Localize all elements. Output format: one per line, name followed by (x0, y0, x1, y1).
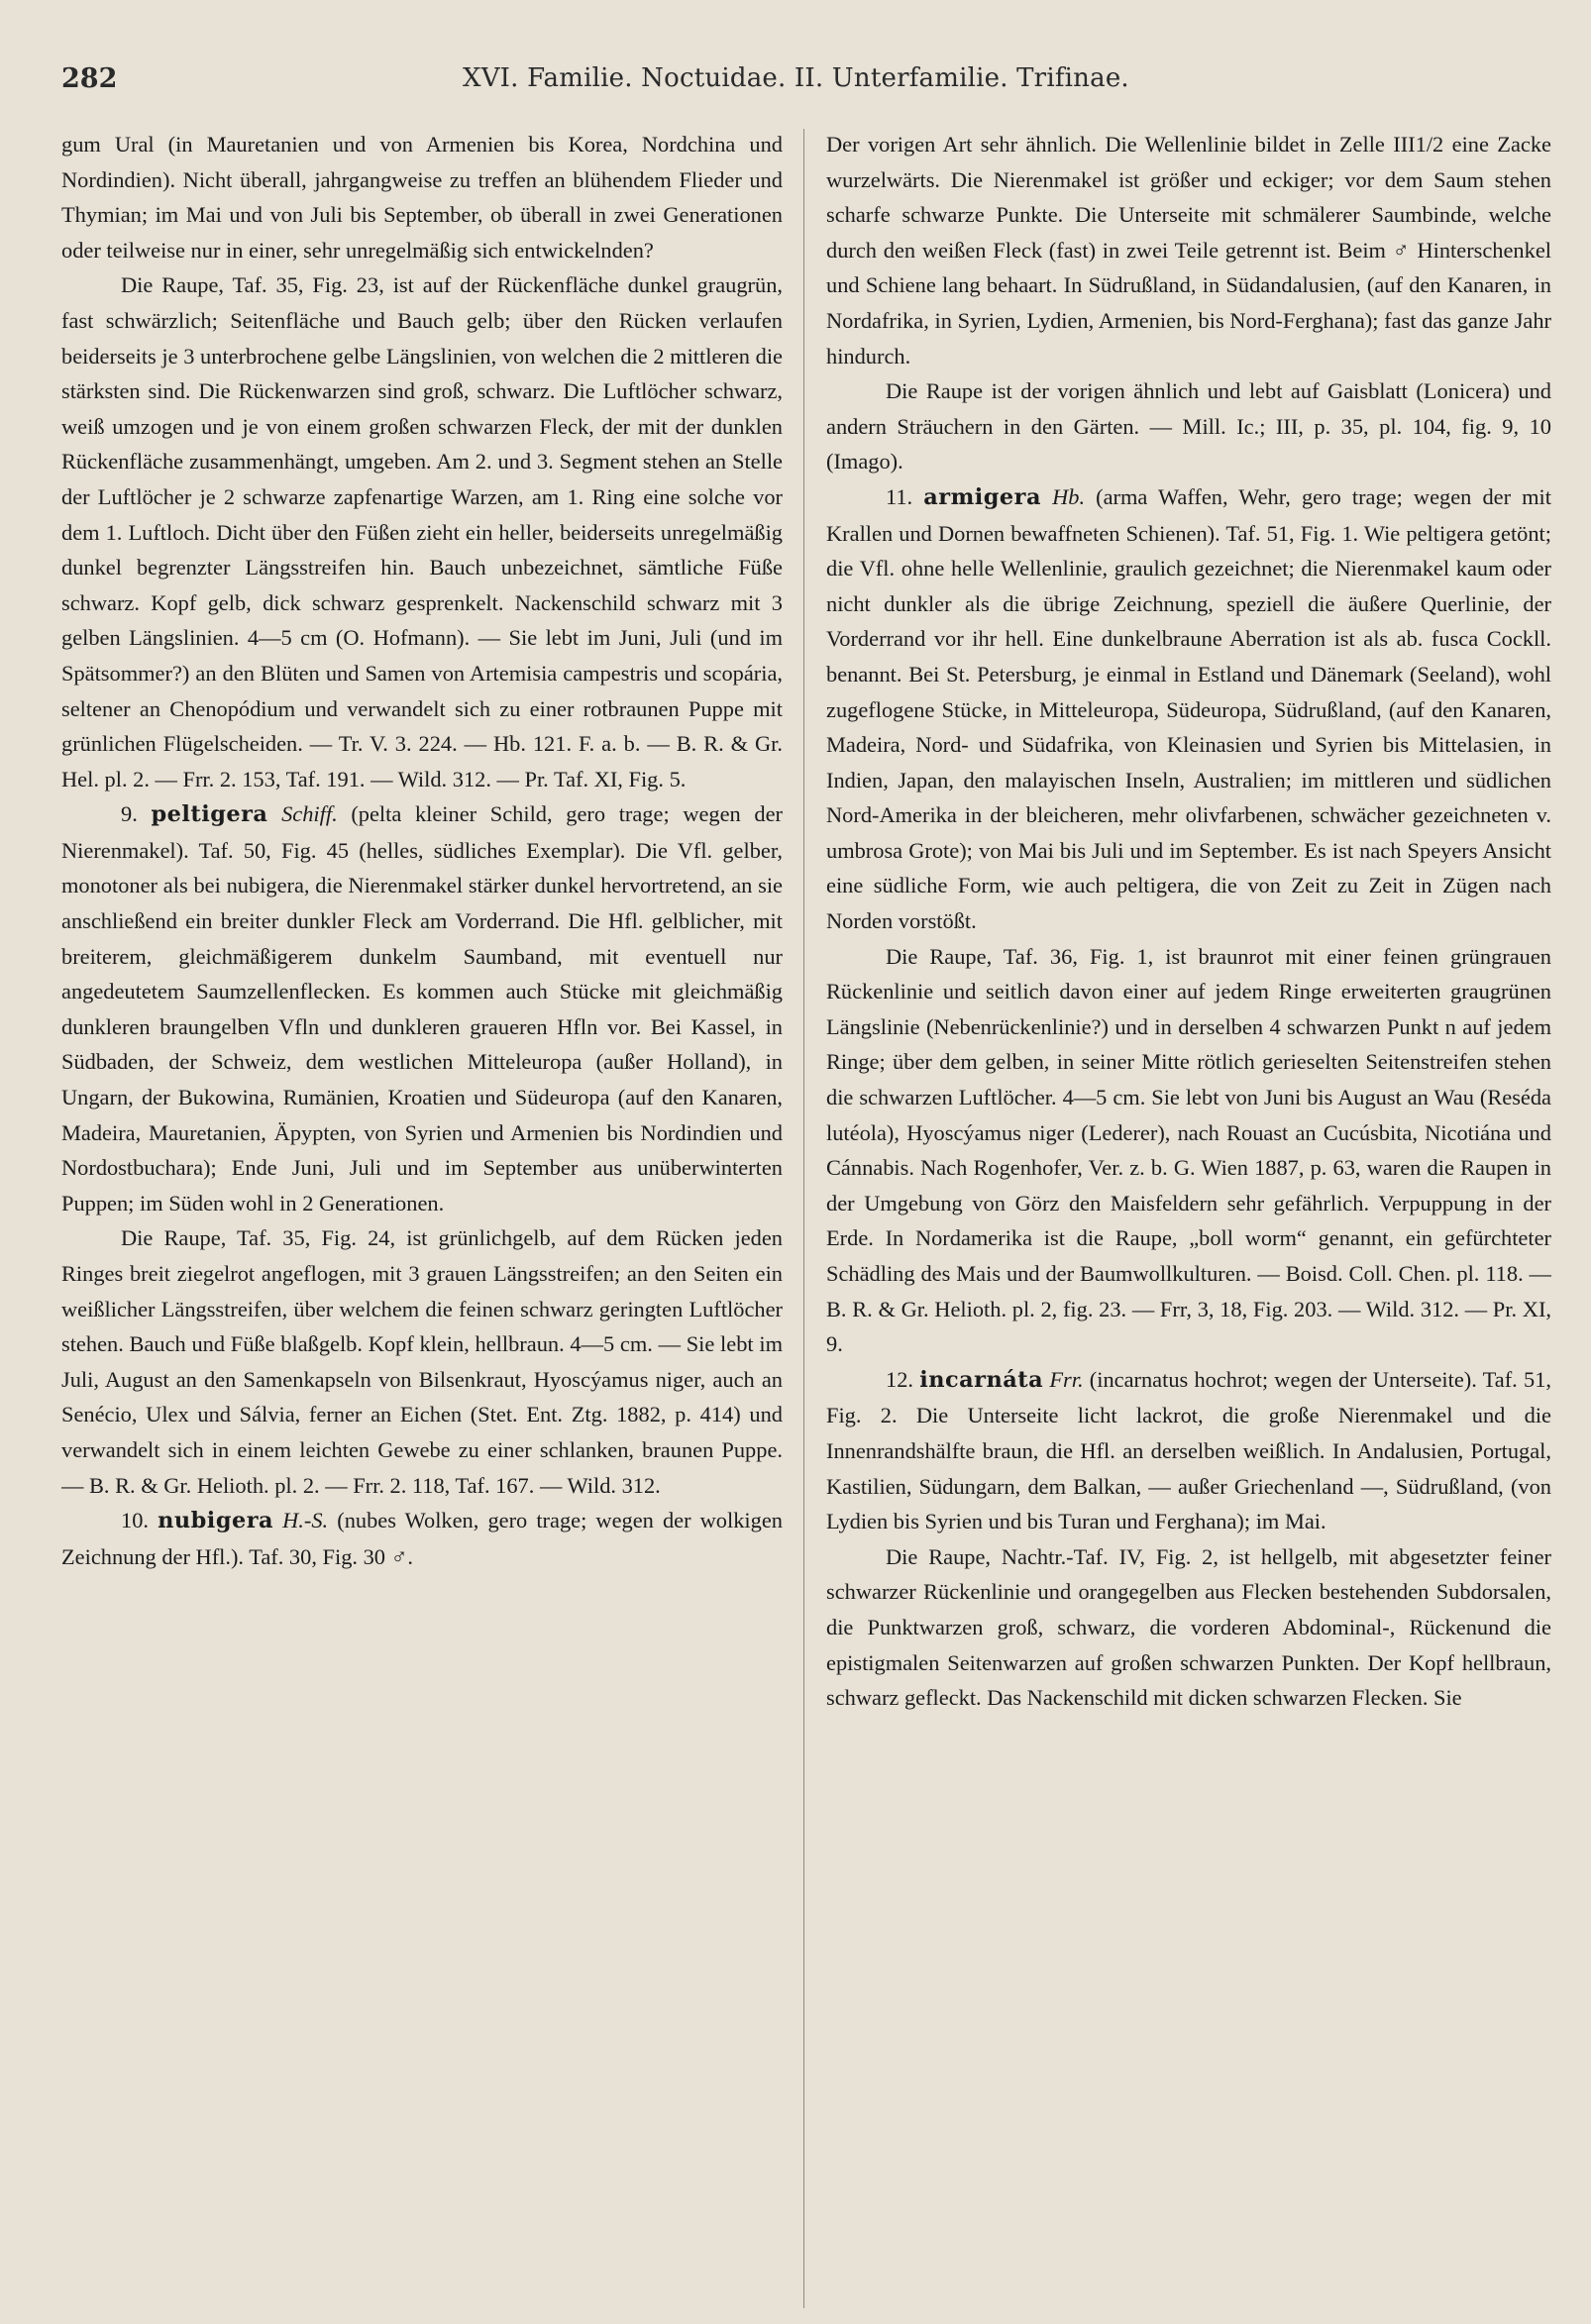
species-entry (61, 796, 783, 1220)
species-text: (incarnatus hochrot; wegen der Unterseite). Taf. 51, Fig. 2. Die Unterseite licht lackrot, die große Nierenmakel und die Innenrandshälfte braun, die Hfl. an derselben weißlich. In Andalusien, Portugal, Kastilien, Südungarn, dem Balkan, — außer Griechenland —, Südrußland, (von Lydien bis Syrien und bis Turan und Ferghana); im Mai. (826, 1366, 1551, 1534)
species-number: 9. (121, 801, 152, 827)
page-header (61, 63, 1547, 103)
page-number: 282 (61, 63, 118, 94)
species-author: Frr. (1043, 1366, 1084, 1392)
paragraph: gum Ural (in Mauretanien und von Armenien bis Korea, Nordchina und Nordindien). Nicht überall, jahrgangweise zu treffen an blühendem Flieder und Thymian; im Mai und von Juli bis September, ob überall in zwei Generationen oder teilweise nur in einer, sehr unregelmäßig sich entwickelnden? (61, 132, 783, 263)
species-name: armigera (923, 483, 1041, 510)
species-entry (826, 1362, 1551, 1539)
right-column (826, 127, 1551, 2311)
species-entry (826, 479, 1551, 939)
species-number: 11. (886, 483, 924, 509)
species-number: 12. (886, 1366, 920, 1392)
paragraph: Die Raupe, Taf. 35, Fig. 24, ist grünlichgelb, auf dem Rücken jeden Ringes breit ziegelrot angeflogen, mit 3 grauen Längsstreifen; an den Seiten ein weißlicher Längsstreifen, über welchem die feinen schwarz geringten Luftlöcher stehen. Bauch und Füße blaßgelb. Kopf klein, hellbraun. 4—5 cm. — Sie lebt im Juli, August an den Samenkapseln von Bilsenkraut, Hyoscýamus niger, auch an Senécio, Ulex und Sálvia, ferner an Eichen (Stet. Ent. Ztg. 1882, p. 414) und verwandelt sich in einem leichten Gewebe zu einer schlanken, braunen Puppe. — B. R. & Gr. Helioth. pl. 2. — Frr. 2. 118, Taf. 167. — Wild. 312. (61, 1225, 783, 1498)
column-divider (803, 129, 804, 2308)
species-text: (arma Waffen, Wehr, gero trage; wegen der mit Krallen und Dornen bewaffneten Schienen). Taf. 51, Fig. 1. Wie peltigera getönt; die Vfl. ohne helle Wellenlinie, graulich gezeichnet; die Nierenmakel kaum oder nicht dunkler als die übrige Zeichnung, speziell die äußere Querlinie, der Vorderrand vor ihr hell. Eine dunkelbraune Aberration ist als ab. fusca Cockll. benannt. Bei St. Petersburg, je einmal in Estland und Dänemark (Seeland), wohl zugeflogene Stücke, in Mitteleuropa, Südeuropa, Südrußland, (auf den Kanaren, Madeira, Nord- und Südafrika, von Kleinasien und Syrien bis Mittelasien, in Indien, Japan, den malayischen Inseln, Australien; im mittleren und südlichen Nord-Amerika in der bleicheren, mehr olivfarbenen, schwächer gezeichneten v. umbrosa Grote); von Mai bis Juli und im September. Es ist nach Speyers Ansicht eine südliche Form, wie auch peltigera, die von Zeit zu Zeit in Zügen nach Norden vorstößt. (826, 483, 1551, 934)
species-text: (nubes Wolken, gero trage; wegen der wolkigen Zeichnung der Hfl.). Taf. 30, Fig. 30 ♂. (61, 1508, 783, 1569)
species-text: (pelta kleiner Schild, gero trage; wegen der Nierenmakel). Taf. 50, Fig. 45 (helles, südliches Exemplar). Die Vfl. gelber, monotoner als bei nubigera, die Nierenmakel stärker dunkel hervortretend, an sie anschließend ein breiter dunkler Fleck am Vorderrand. Die Hfl. gelblicher, mit breiterem, gleichmäßigerem dunkelm Saumband, mit eventuell nur angedeutetem Saumzellenflecken. Es kommen auch Stücke mit gleichmäßig dunkleren braungelben Vfln und dunkleren graueren Hfln vor. Bei Kassel, in Südbaden, der Schweiz, dem westlichen Mitteleuropa (außer Holland), in Ungarn, der Bukowina, Rumänien, Kroatien und Südeuropa (auf den Kanaren, Madeira, Mauretanien, Äpypten, von Syrien und Armenien bis Nordindien und Nordostbuchara); Ende Juni, Juli und im September aus unüberwinterten Puppen; im Süden wohl in 2 Generationen. (61, 801, 783, 1215)
species-name: nubigera (158, 1508, 274, 1534)
species-name: incarnáta (919, 1366, 1044, 1393)
left-column (61, 127, 783, 2311)
species-name: peltigera (151, 801, 268, 828)
paragraph: Die Raupe, Nachtr.-Taf. IV, Fig. 2, ist hellgelb, mit abgesetzter feiner schwarzer Rückenlinie und orangegelben aus Flecken bestehenden Subdorsalen, die Punktwarzen groß, schwarz, die vorderen Abdominal-, Rückenund die epistigmalen Seitenwarzen auf großen schwarzen Punkten. Der Kopf hellbraun, schwarz gefleckt. Das Nackenschild mit dicken schwarzen Flecken. Sie (826, 1543, 1551, 1711)
species-number: 10. (121, 1508, 159, 1533)
species-author: Schiff. (267, 801, 338, 827)
species-author: H.-S. (273, 1508, 329, 1533)
running-head: XVI. Familie. Noctuidae. II. Unterfamilie. Trifinae. (463, 63, 1129, 93)
species-entry (61, 1503, 783, 1574)
paragraph: Der vorigen Art sehr ähnlich. Die Wellenlinie bildet in Zelle III1/2 eine Zacke wurzelwärts. Die Nierenmakel ist größer und eckiger; vor dem Saum stehen scharfe schwarze Punkte. Die Unterseite mit schmälerer Saumbinde, welche durch den weißen Fleck (fast) in zwei Teile getrennt ist. Beim ♂ Hinterschenkel und Schiene lang behaart. In Südrußland, in Südandalusien, (auf den Kanaren, in Nordafrika, in Syrien, Lydien, Armenien, bis Nord-Ferghana); fast das ganze Jahr hindurch. (826, 132, 1551, 369)
paragraph: Die Raupe, Taf. 36, Fig. 1, ist braunrot mit einer feinen grüngrauen Rückenlinie und seitlich davon einer auf jedem Ringe erweiterten graugrünen Längslinie (Nebenrückenlinie?) und in derselben 4 schwarzen Punkt n auf jedem Ringe; über dem gelben, in seiner Mitte rötlich gerieselten Seitenstreifen stehen die schwarzen Luftlöcher. 4—5 cm. Sie lebt von Juni bis August an Wau (Reséda lutéola), Hyoscýamus niger (Lederer), nach Rouast an Cucúsbita, Nicotiána und Cánnabis. Nach Rogenhofer, Ver. z. b. G. Wien 1887, p. 63, waren die Raupen in der Umgebung von Görz den Maisfeldern sehr gefährlich. Verpuppung in der Erde. In Nordamerika ist die Raupe, „boll worm“ genannt, ein gefürchteter Schädling des Mais und der Baumwollkulturen. — Boisd. Coll. Chen. pl. 118. — B. R. & Gr. Helioth. pl. 2, fig. 23. — Frr, 3, 18, Fig. 203. — Wild. 312. — Pr. XI, 9. (826, 943, 1551, 1357)
paragraph: Die Raupe ist der vorigen ähnlich und lebt auf Gaisblatt (Lonicera) und andern Sträuchern in den Gärten. — Mill. Ic.; III, p. 35, pl. 104, fig. 9, 10 (Imago). (826, 378, 1551, 475)
species-author: Hb. (1040, 483, 1086, 509)
paragraph: Die Raupe, Taf. 35, Fig. 23, ist auf der Rückenfläche dunkel graugrün, fast schwärzlich; Seitenfläche und Bauch gelb; über den Rücken verlaufen beiderseits je 3 unterbrochene gelbe Längslinien, von welchen die 2 mittleren die stärksten sind. Die Rückenwarzen sind groß, schwarz. Die Luftlöcher schwarz, weiß umzogen und je von einem großen schwarzen Fleck, der mit der dunklen Rückenfläche zusammenhängt, umgeben. Am 2. und 3. Segment stehen an Stelle der Luftlöcher je 2 schwarze zapfenartige Warzen, am 1. Ring eine solche vor dem 1. Luftloch. Dicht über den Füßen zieht ein heller, beiderseits unregelmäßig dunkel begrenzter Längsstreifen hin. Bauch unbezeichnet, sämtliche Füße schwarz. Kopf gelb, dick schwarz gesprenkelt. Nackenschild schwarz mit 3 gelben Längslinien. 4—5 cm (O. Hofmann). — Sie lebt im Juni, Juli (und im Spätsommer?) an den Blüten und Samen von Artemisia campestris und scopária, seltener an Chenopódium und verwandelt sich zu einer rotbraunen Puppe mit grünlichen Flügelscheiden. — Tr. V. 3. 224. — Hb. 121. F. a. b. — B. R. & Gr. Hel. pl. 2. — Frr. 2. 153, Taf. 191. — Wild. 312. — Pr. Taf. XI, Fig. 5. (61, 272, 783, 792)
